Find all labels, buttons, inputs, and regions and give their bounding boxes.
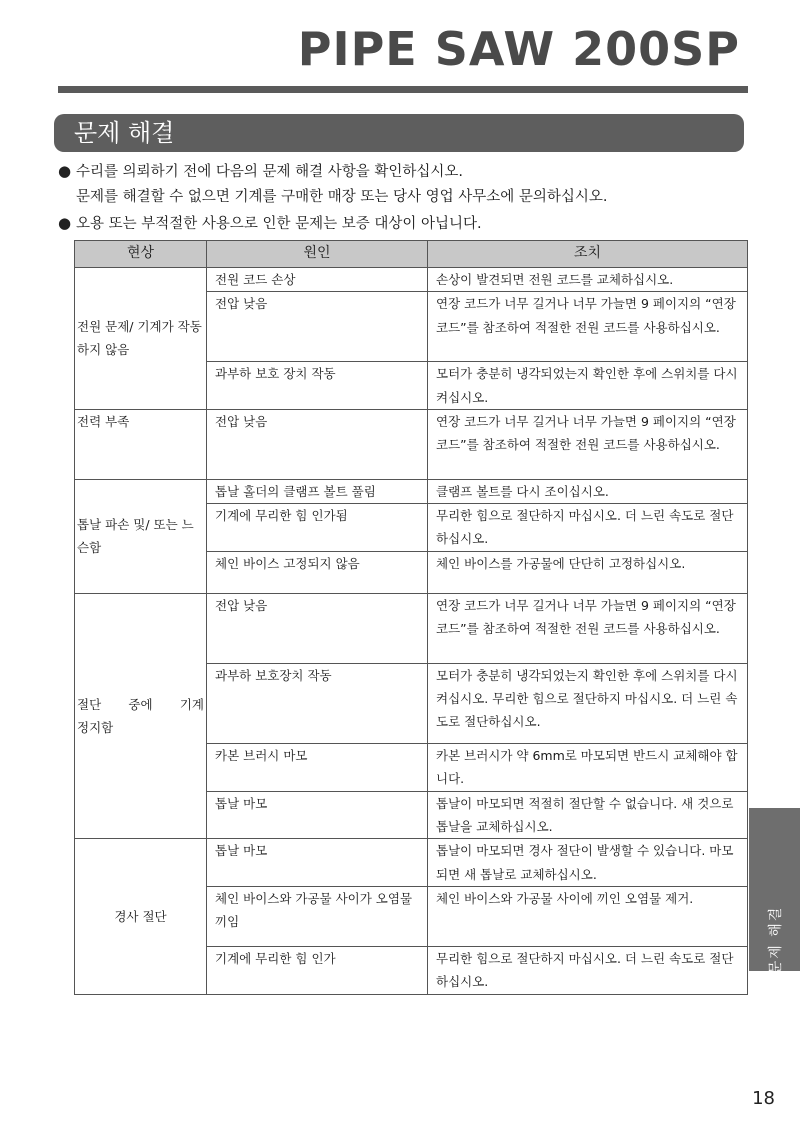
action-cell: 연장 코드가 너무 길거나 너무 가늘면 9 페이지의 “연장 코드”를 참조하여 적절한 전원 코드를 사용하십시오. (428, 409, 748, 479)
cause-cell: 기계에 무리한 힘 인가 (207, 946, 428, 994)
note-line-3: ● 오용 또는 부적절한 사용으로 인한 문제는 보증 대상이 아닙니다. (58, 210, 758, 236)
header-symptom: 현상 (75, 241, 207, 268)
cause-cell: 과부하 보호 장치 작동 (207, 362, 428, 410)
action-cell: 모터가 충분히 냉각되었는지 확인한 후에 스위치를 다시 켜십시오. 무리한 힘으로 절단하지 마십시오. 더 느린 속도로 절단하십시오. (428, 663, 748, 743)
cause-cell: 전압 낮음 (207, 593, 428, 663)
symptom-cell: 경사 절단 (75, 839, 207, 994)
symptom-cell (75, 593, 207, 839)
action-cell: 모터가 충분히 냉각되었는지 확인한 후에 스위치를 다시 켜십시오. (428, 362, 748, 410)
header-cause: 원인 (207, 241, 428, 268)
symptom-cell: 전력 부족 (75, 409, 207, 479)
symptom-cell: 전원 문제/ 기계가 작동하지 않음 (75, 268, 207, 410)
cause-cell: 체인 바이스 고정되지 않음 (207, 551, 428, 593)
action-cell: 카본 브러시가 약 6mm로 마모되면 반드시 교체해야 합니다. (428, 743, 748, 791)
action-cell: 손상이 발견되면 전원 코드를 교체하십시오. (428, 268, 748, 292)
section-side-tab (749, 808, 800, 974)
cause-cell: 카본 브러시 마모 (207, 743, 428, 791)
cause-cell: 톱날 홀더의 클램프 볼트 풀림 (207, 479, 428, 503)
bullet-icon: ● (58, 214, 72, 232)
notes (58, 158, 758, 236)
action-cell: 연장 코드가 너무 길거나 너무 가늘면 9 페이지의 “연장 코드”를 참조하여 적절한 전원 코드를 사용하십시오. (428, 292, 748, 362)
action-cell: 연장 코드가 너무 길거나 너무 가늘면 9 페이지의 “연장 코드”를 참조하여 적절한 전원 코드를 사용하십시오. (428, 593, 748, 663)
symptom-line: 정지함 (77, 720, 114, 736)
note-line-2: 문제를 해결할 수 없으면 기계를 구매한 매장 또는 당사 영업 사무소에 문의하십시오. (76, 189, 608, 205)
action-cell: 체인 바이스를 가공물에 단단히 고정하십시오. (428, 551, 748, 593)
table-row (75, 409, 748, 479)
action-cell: 클램프 볼트를 다시 조이십시오. (428, 479, 748, 503)
action-cell: 톱날이 마모되면 경사 절단이 발생할 수 있습니다. 마모되면 새 톱날로 교체하십시오. (428, 839, 748, 887)
cause-cell: 체인 바이스와 가공물 사이가 오염물 끼임 (207, 886, 428, 946)
action-cell: 무리한 힘으로 절단하지 마십시오. 더 느린 속도로 절단하십시오. (428, 504, 748, 552)
cause-cell: 톱날 마모 (207, 839, 428, 887)
header-action: 조치 (428, 241, 748, 268)
section-header: 문제 해결 (54, 114, 744, 152)
action-cell: 무리한 힘으로 절단하지 마십시오. 더 느린 속도로 절단하십시오. (428, 946, 748, 994)
title-rule (58, 86, 748, 93)
cause-cell: 전압 낮음 (207, 409, 428, 479)
cause-cell: 톱날 마모 (207, 791, 428, 839)
troubleshooting-table (74, 240, 748, 995)
symptom-line: 절단 중에 기계 (77, 696, 204, 712)
cause-cell: 전원 코드 손상 (207, 268, 428, 292)
cause-cell: 과부하 보호장치 작동 (207, 663, 428, 743)
table-row (75, 839, 748, 887)
cause-cell: 전압 낮음 (207, 292, 428, 362)
bullet-icon: ● (58, 162, 72, 180)
cause-cell: 기계에 무리한 힘 인가됨 (207, 504, 428, 552)
side-tab-label: 문제 해결 (767, 905, 784, 974)
table-header-row (75, 241, 748, 268)
table-row (75, 268, 748, 292)
product-title: PIPE SAW 200SP (297, 22, 740, 76)
action-cell: 톱날이 마모되면 적절히 절단할 수 없습니다. 새 것으로 톱날을 교체하십시오. (428, 791, 748, 839)
table-row (75, 479, 748, 503)
page-number: 18 (752, 1088, 775, 1109)
table-row (75, 593, 748, 663)
note-line-1: ● 수리를 의뢰하기 전에 다음의 문제 해결 사항을 확인하십시오. (58, 158, 758, 184)
symptom-cell: 톱날 파손 및/ 또는 느슨함 (75, 479, 207, 593)
action-cell: 체인 바이스와 가공물 사이에 끼인 오염물 제거. (428, 886, 748, 946)
